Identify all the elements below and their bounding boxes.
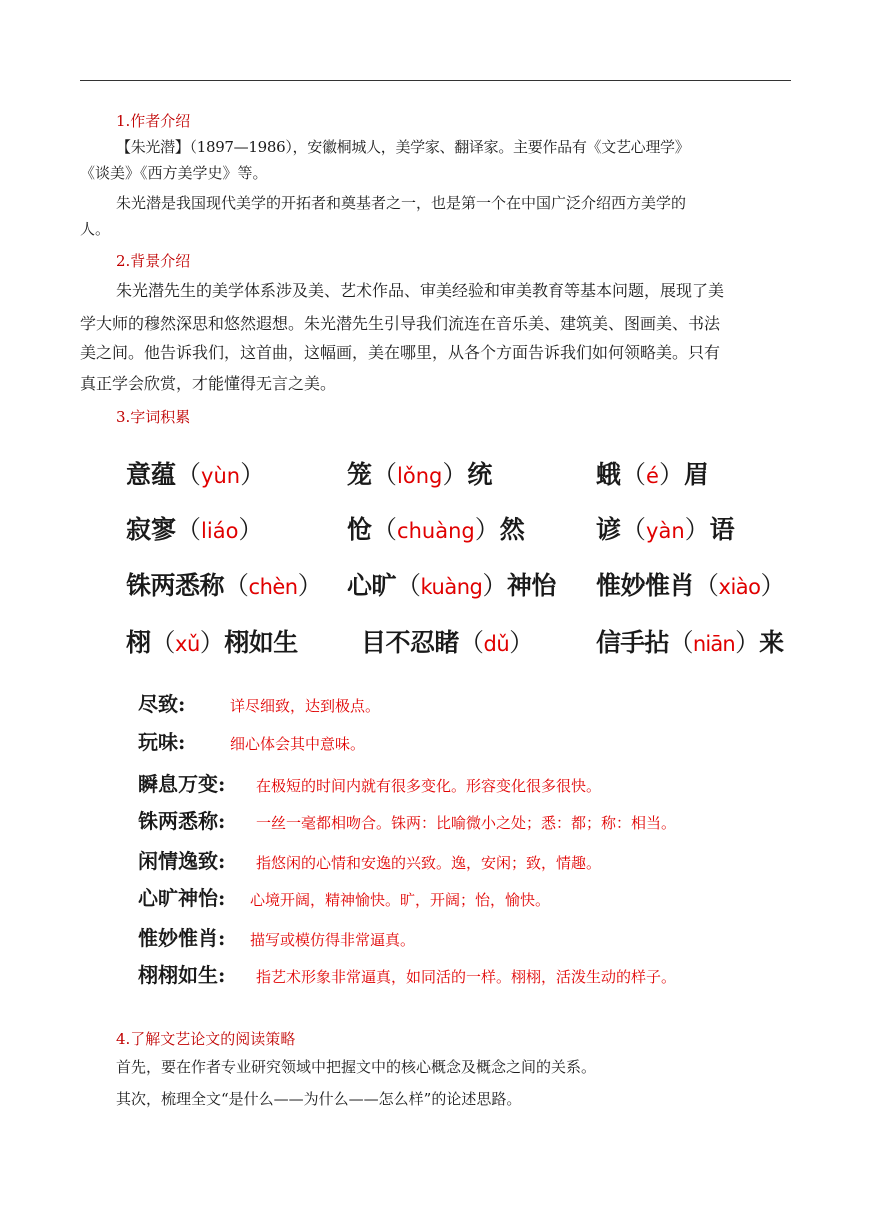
author-intro-line-3: 朱光潜是我国现代美学的开拓者和奠基者之一，也是第一个在中国广泛介绍西方美学的 [116, 194, 687, 212]
vocab-item: 信手拈（niān）来 [596, 628, 784, 657]
heading-vocabulary: 3.字词积累 [116, 408, 191, 426]
term-row: 瞬息万变: 在极短的时间内就有很多变化。形容变化很多很快。 [138, 772, 602, 796]
heading-background: 2.背景介绍 [116, 252, 191, 270]
vocab-item: 怆（chuàng）然 [347, 515, 525, 544]
vocab-item: 心旷（kuàng）神怡 [347, 571, 556, 600]
background-line-3: 美之间。他告诉我们，这首曲，这幅画，美在哪里，从各个方面告诉我们如何领略美。只有 [80, 343, 721, 362]
vocab-item: 蛾（é）眉 [596, 460, 709, 489]
vocab-item: 意蕴（yùn） [126, 460, 266, 489]
strategy-line-1: 首先，要在作者专业研究领域中把握文中的核心概念及概念之间的关系。 [116, 1058, 597, 1076]
term-row: 心旷神怡: 心境开阔，精神愉快。旷，开阔；怡，愉快。 [138, 886, 551, 910]
heading-author-intro: 1.作者介绍 [116, 112, 191, 130]
vocab-item: 寂寥（liáo） [126, 515, 264, 544]
author-intro-line-2: 《谈美》《西方美学史》等。 [80, 164, 268, 182]
heading-reading-strategy: 4.了解文艺论文的阅读策略 [116, 1030, 296, 1048]
term-row: 惟妙惟肖: 描写或模仿得非常逼真。 [138, 926, 416, 950]
strategy-line-2: 其次，梳理全文“是什么——为什么——怎么样”的论述思路。 [116, 1090, 522, 1108]
vocab-item: 栩（xǔ）栩如生 [126, 628, 298, 657]
vocab-item: 铢两悉称（chèn） [126, 571, 323, 600]
author-intro-line-4: 人。 [80, 220, 111, 238]
background-line-1: 朱光潜先生的美学体系涉及美、艺术作品、审美经验和审美教育等基本问题，展现了美 [116, 281, 725, 300]
term-row: 闲情逸致: 指悠闲的心情和安逸的兴致。逸，安闲；致，情趣。 [138, 849, 602, 873]
top-rule [80, 80, 791, 81]
author-intro-line-1: 【朱光潜】（1897—1986），安徽桐城人，美学家、翻译家。主要作品有《文艺心理学》 [116, 138, 690, 156]
term-row: 玩味: 细心体会其中意味。 [138, 730, 366, 754]
term-row: 尽致: 详尽细致，达到极点。 [138, 692, 381, 716]
background-line-2: 学大师的穆然深思和悠然遐想。朱光潜先生引导我们流连在音乐美、建筑美、图画美、书法 [80, 314, 721, 333]
vocab-item: 惟妙惟肖（xiào） [596, 571, 786, 600]
vocab-item: 笼（lǒng）统 [347, 460, 493, 489]
background-line-4: 真正学会欣赏，才能懂得无言之美。 [80, 374, 337, 393]
term-row: 铢两悉称: 一丝一毫都相吻合。铢两：比喻微小之处；悉：都；称：相当。 [138, 809, 677, 833]
vocab-item: 谚（yàn）语 [596, 515, 735, 544]
term-row: 栩栩如生: 指艺术形象非常逼真，如同活的一样。栩栩，活泼生动的样子。 [138, 963, 677, 987]
vocab-item: 目不忍睹（dǔ） [361, 628, 534, 657]
